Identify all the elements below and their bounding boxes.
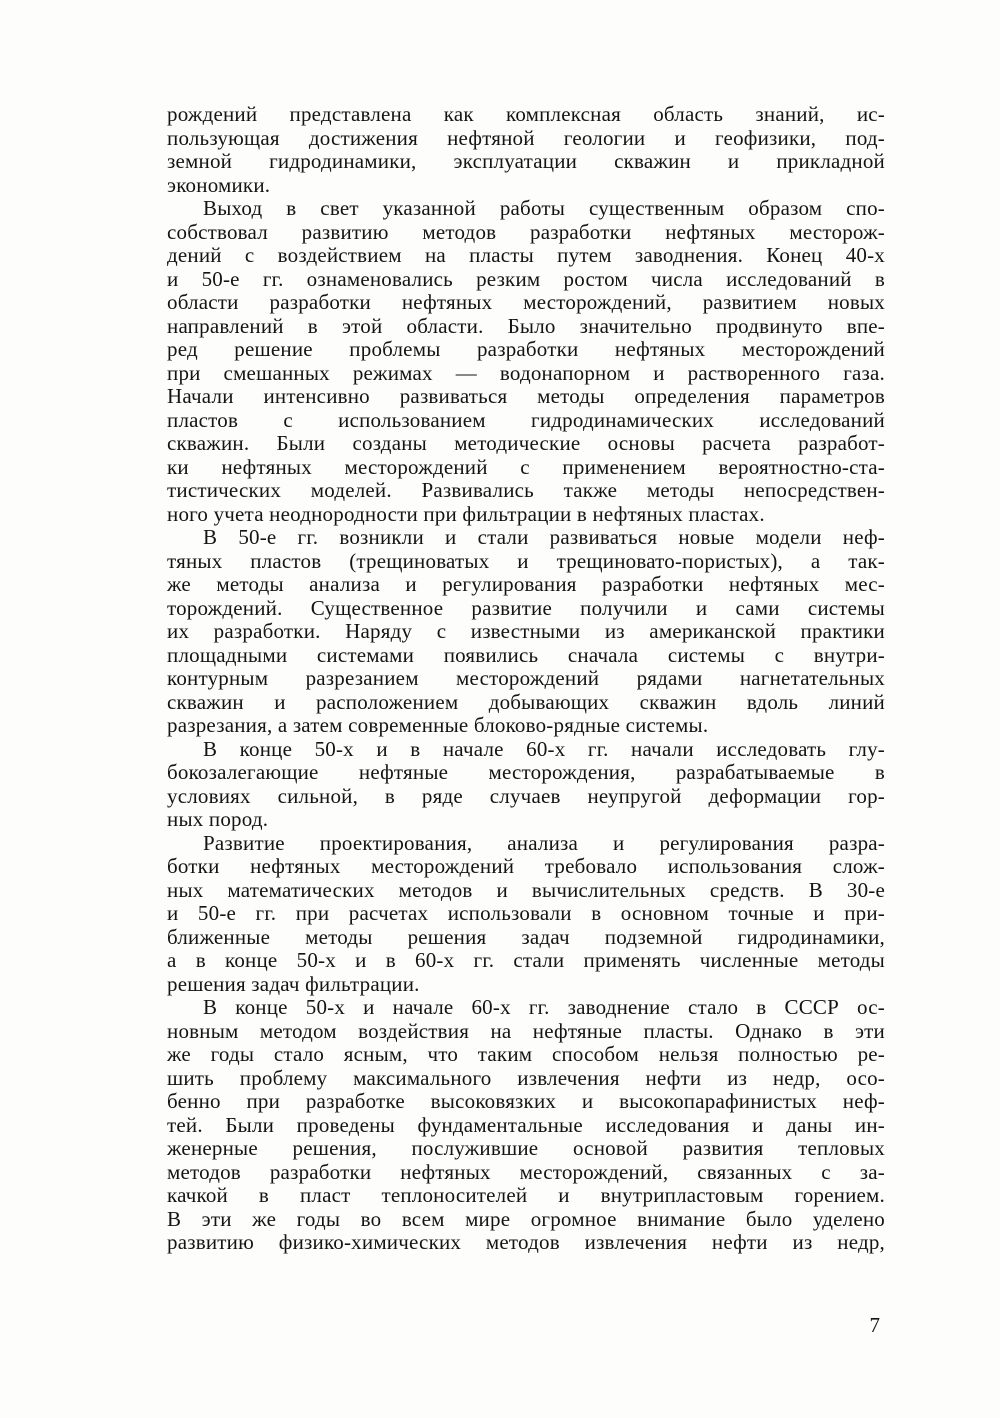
- text-line: В эти же годы во всем мире огромное внимание было уделено: [167, 1206, 885, 1231]
- text-line: дений с воздействием на пласты путем заводнения. Конец 40-х: [167, 243, 885, 267]
- text-line: ки нефтяных месторождений с применением вероятностно-ста-: [167, 454, 885, 479]
- text-line: области разработки нефтяных месторождений, развитием новых: [167, 290, 885, 314]
- text-line: и 50-е гг. при расчетах использовали в основном точные и при-: [167, 901, 885, 925]
- text-line: экономики.: [167, 172, 271, 197]
- text-line: площадными системами появились сначала системы с внутри-: [167, 642, 885, 667]
- text-line: пользующая достижения нефтяной геологии и геофизики, под-: [167, 125, 885, 150]
- text-line: разрезания, а затем современные блоково-рядные системы.: [167, 713, 709, 737]
- text-line: ближенные методы решения задач подземной гидродинамики,: [167, 924, 885, 949]
- text-line: и 50-е гг. ознаменовались резким ростом числа исследований в: [167, 266, 885, 291]
- text-line: торождений. Существенное развитие получили и сами системы: [167, 595, 885, 620]
- text-line: бенно при разработке высоковязких и высокопарафинистых неф-: [167, 1089, 885, 1113]
- text-line: направлений в этой области. Было значительно продвинуто впе-: [167, 313, 885, 338]
- text-line: их разработки. Наряду с известными из американской практики: [167, 619, 885, 643]
- text-line: ных пород.: [167, 807, 269, 831]
- text-line: Развитие проектирования, анализа и регулирования разра-: [203, 830, 885, 855]
- page-number: 7: [869, 1313, 880, 1337]
- text-line: шить проблему максимального извлечения нефти из недр, осо-: [167, 1065, 885, 1090]
- text-line: пластов с использованием гидродинамических исследований: [167, 407, 885, 432]
- text-line: ного учета неоднородности при фильтрации в нефтяных пластах.: [167, 501, 765, 526]
- text-line: новным методом воздействия на нефтяные пласты. Однако в эти: [167, 1018, 885, 1043]
- text-line: тяных пластов (трещиноватых и трещиновато-пористых), а так-: [167, 548, 885, 573]
- text-line: скважин. Были созданы методические основы расчета разработ-: [167, 431, 885, 455]
- text-line: решения задач фильтрации.: [167, 971, 420, 996]
- text-line: условиях сильной, в ряде случаев неупругой деформации гор-: [167, 783, 885, 808]
- text-line: Выход в свет указанной работы существенным образом спо-: [203, 196, 885, 220]
- text-line: тей. Были проведены фундаментальные исследования и даны ин-: [167, 1112, 885, 1137]
- text-line: бокозалегающие нефтяные месторождения, разрабатываемые в: [167, 760, 885, 784]
- text-line: же годы стало ясным, что таким способом нельзя полностью ре-: [167, 1042, 885, 1066]
- text-line: контурным разрезанием месторождений рядами нагнетательных: [167, 666, 885, 690]
- text-line: качкой в пласт теплоносителей и внутрипластовым горением.: [167, 1183, 885, 1207]
- text-line: же методы анализа и регулирования разработки нефтяных мес-: [167, 572, 885, 596]
- text-line: собствовал развитию методов разработки нефтяных месторож-: [167, 219, 885, 244]
- text-line: Начали интенсивно развиваться методы определения параметров: [167, 384, 885, 408]
- text-line: ред решение проблемы разработки нефтяных месторождений: [167, 337, 885, 361]
- body-text: [167, 103, 885, 1255]
- text-line: ботки нефтяных месторождений требовало использования слож-: [167, 854, 885, 878]
- text-line: развитию физико-химических методов извлечения нефти из недр,: [167, 1230, 885, 1254]
- text-line: а в конце 50-х и в 60-х гг. стали применять численные методы: [167, 948, 885, 972]
- text-line: В 50-е гг. возникли и стали развиваться новые модели неф-: [203, 525, 885, 549]
- text-line: женерные решения, послужившие основой развития тепловых: [167, 1136, 885, 1160]
- text-line: рождений представлена как комплексная область знаний, ис-: [167, 102, 885, 126]
- text-line: при смешанных режимах — водонапорном и растворенного газа.: [167, 360, 885, 385]
- text-line: методов разработки нефтяных месторождений, связанных с за-: [167, 1159, 885, 1184]
- text-line: земной гидродинамики, эксплуатации скважин и прикладной: [167, 149, 885, 173]
- text-line: В конце 50-х и начале 60-х гг. заводнение стало в СССР ос-: [203, 995, 885, 1019]
- text-line: тистических моделей. Развивались также методы непосредствен-: [167, 478, 885, 502]
- text-line: В конце 50-х и в начале 60-х гг. начали исследовать глу-: [203, 736, 885, 761]
- text-line: ных математических методов и вычислительных средств. В 30-е: [167, 877, 885, 902]
- text-line: скважин и расположением добывающих скважин вдоль линий: [167, 689, 885, 714]
